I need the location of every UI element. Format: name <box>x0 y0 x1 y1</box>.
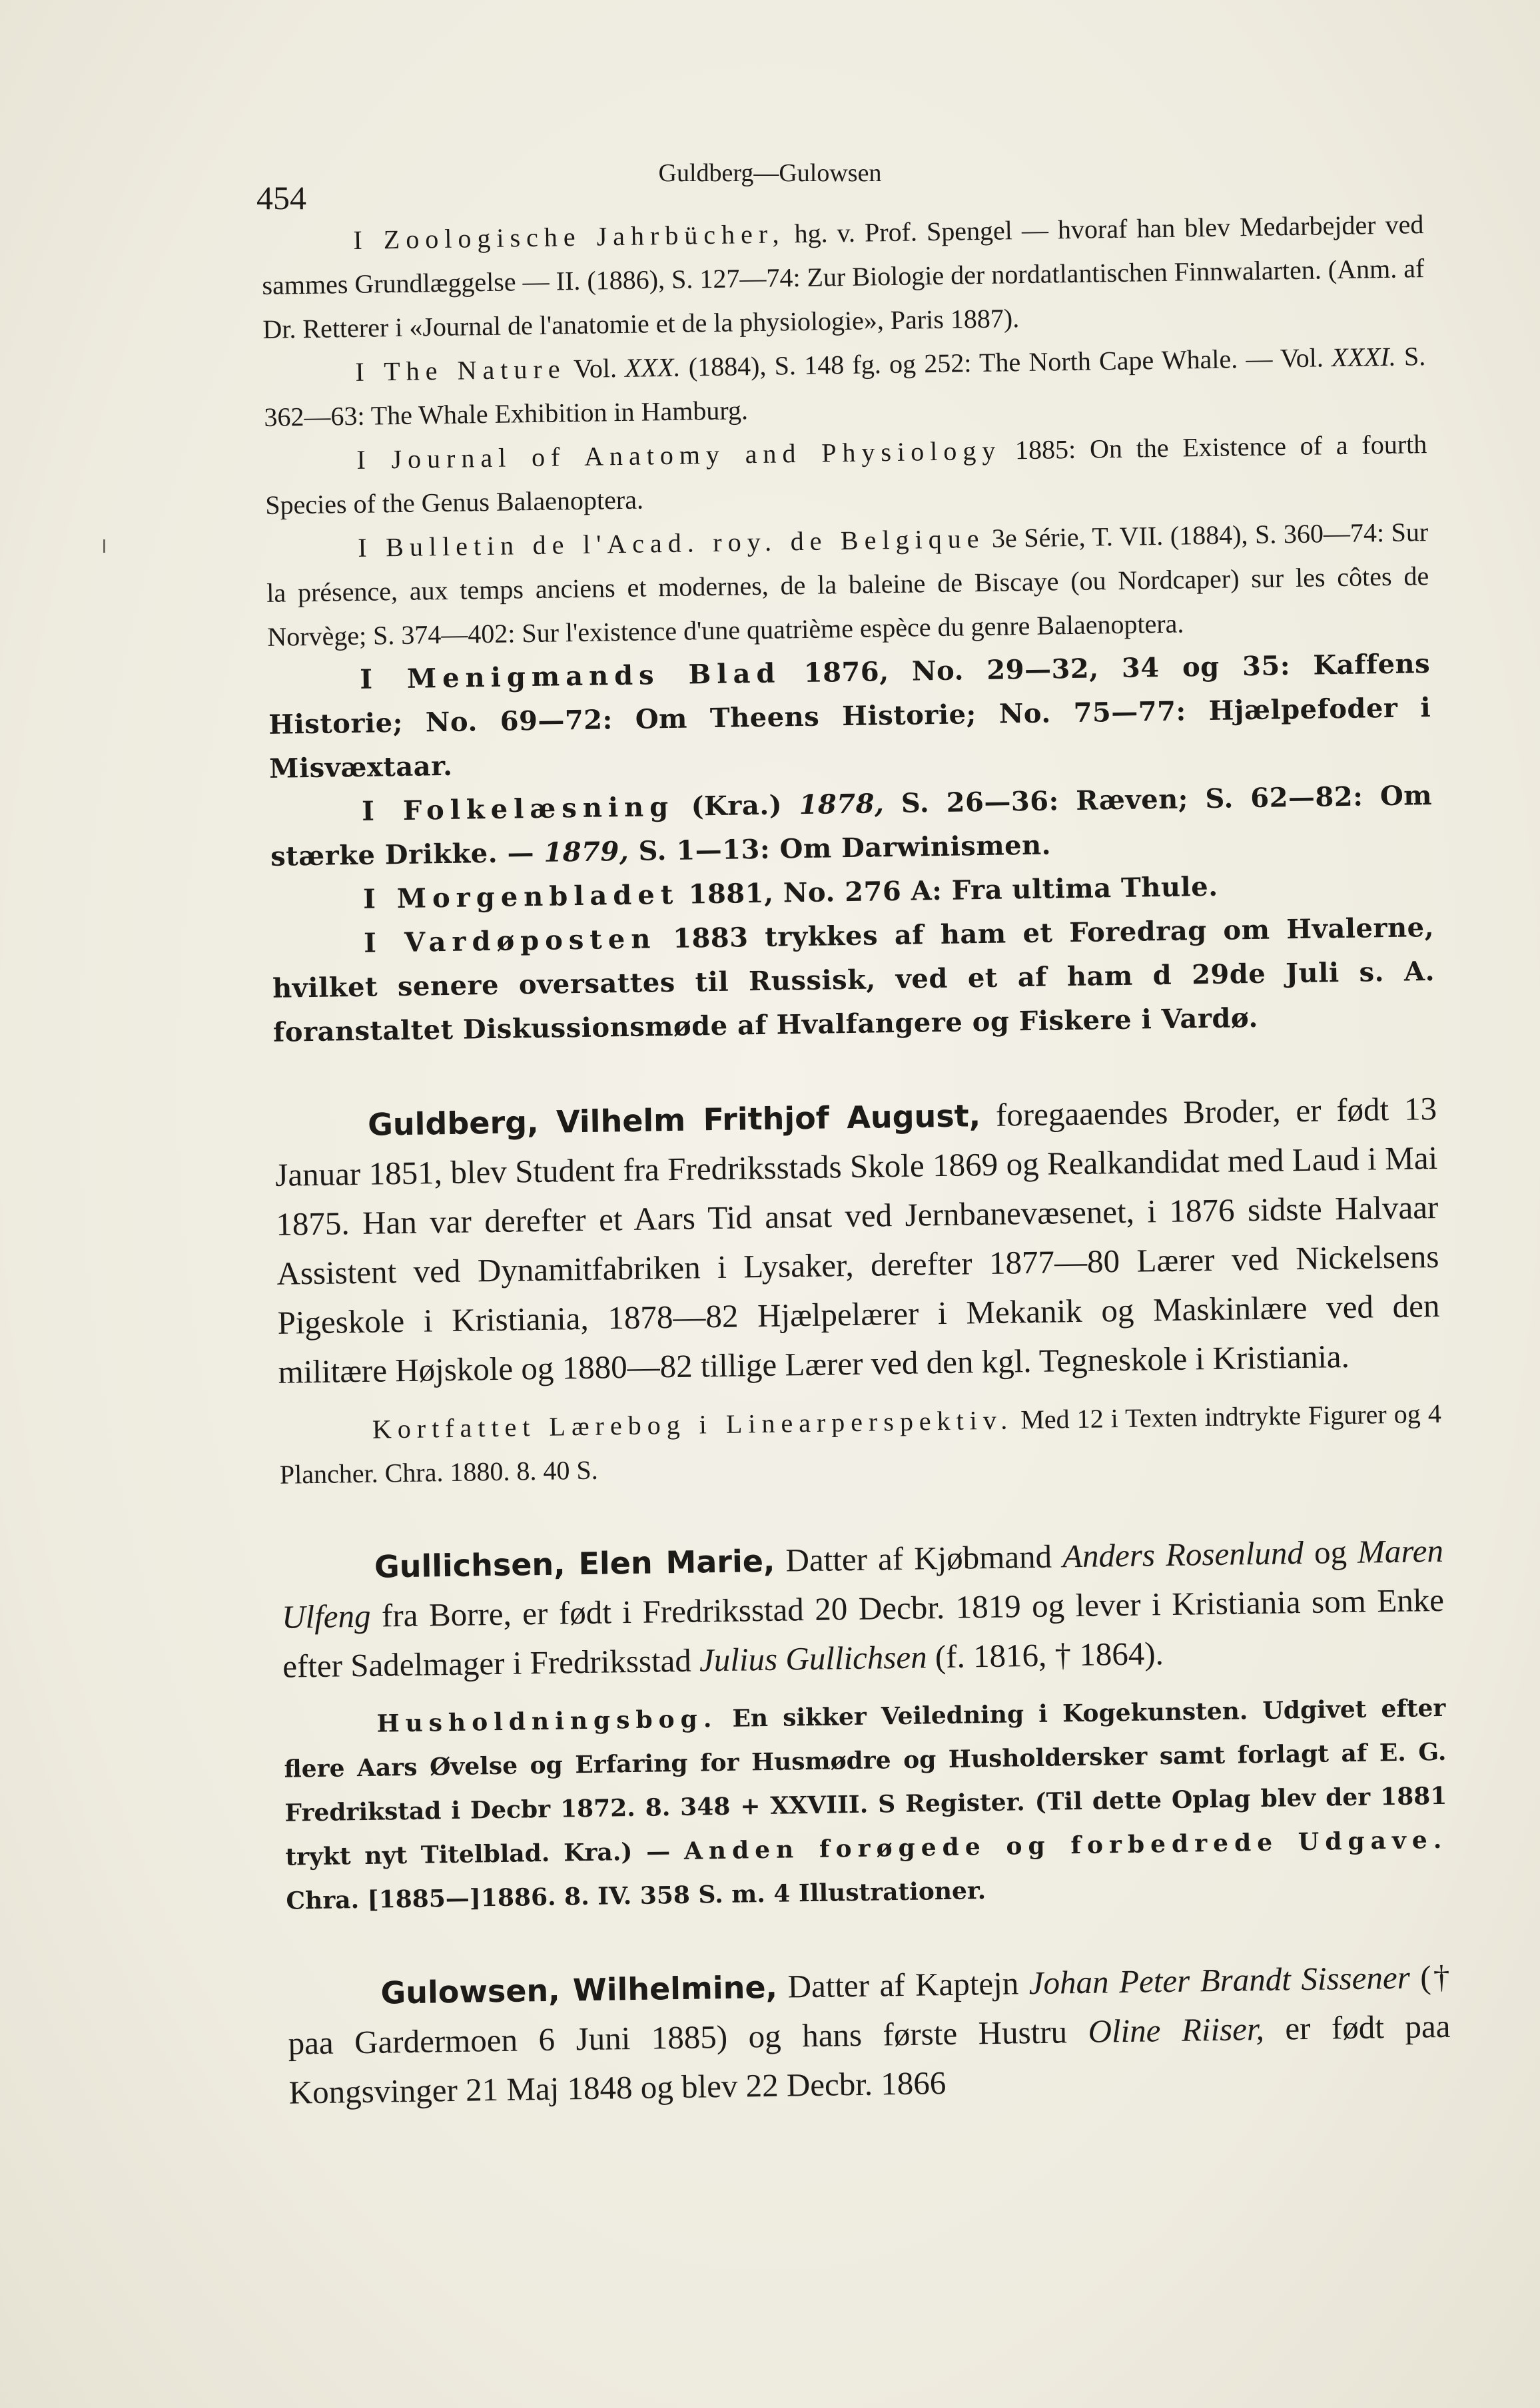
journal-title: I Zoologische Jahrbücher, <box>353 218 785 255</box>
biblio-text: 1883 trykkes af ham et Foredrag om Hvalerne, hvilket senere oversattes til Russisk, ved et af ham d 29de Juli s. A. foranstaltet Diskussionsmøde af Hvalfangere og Fiskere i Vardø. <box>272 911 1435 1048</box>
biblio-item <box>272 906 1436 1055</box>
running-head: Guldberg—Gulowsen <box>658 159 882 187</box>
entry-text: og <box>1303 1533 1358 1572</box>
biblio-text: (Kra.) <box>673 789 799 822</box>
year: 1879, <box>544 835 629 868</box>
bibliography-continued <box>261 202 1435 1055</box>
entry-text: er født paa Kongsvinger 21 Maj 1848 og blev 22 Decbr. 1866 <box>288 2007 1451 2111</box>
entry-text: Datter af Kjøbmand <box>774 1538 1063 1579</box>
biblio-text: 1885: On the Existence of a fourth Species of the Genus Balaenoptera. <box>265 429 1427 520</box>
biblio-item <box>263 334 1427 440</box>
biblio-text: 1876, No. 29—32, 34 og 35: Kaffens Historie; No. 69—72: Om Theens Historie; No. 75—77: Hjælpefoder i Misvæxtaar. <box>268 648 1431 784</box>
entry-text: fra Borre, er født i Fredriksstad 20 Decbr. 1819 og lever i Kristiania som Enke efter Sadelmager i Fredriksstad <box>282 1581 1445 1685</box>
volume-number: XXXI. <box>1331 341 1397 373</box>
entry-gullichsen <box>280 1526 1448 1923</box>
biblio-text: (1884), S. 148 fg. og 252: The North Cape Whale. — Vol. <box>680 342 1332 382</box>
biblio-text: Vol. <box>566 352 625 384</box>
entry-gulowsen <box>287 1953 1451 2118</box>
journal-title: I Morgenbladet <box>362 878 679 915</box>
work-details: Med 12 i Texten indtrykte Figurer og 4 Plancher. Chra. 1880. 8. 40 S. <box>279 1398 1442 1490</box>
journal-title: I Folkelæsning <box>361 790 675 827</box>
work-title: Kortfattet Lærebog i Linearperspektiv. <box>372 1404 1014 1444</box>
entry-text: (f. 1816, † 1864). <box>927 1635 1164 1675</box>
work-title: Husholdningsbog. <box>376 1705 718 1738</box>
margin-mark <box>103 539 105 553</box>
journal-title: I The Nature <box>355 354 566 387</box>
work-edition-title: Anden forøgede og forbedrede Udgave. <box>683 1825 1448 1865</box>
entry-text: foregaaendes Broder, er født 13 Januar 1851, blev Student fra Fredriksstads Skole 1869 og Realkandidat med Laud i Mai 1875. Han var derefter et Aars Tid ansat ved Jernbanevæsenet, i 1876 sidste Halvaar Assistent ved Dynamitfabriken i Lysaker, derefter 1877—80 Lærer ved Nickelsens Pigeskole i Kristiania, 1878—82 Hjælpelærer i Mekanik og Maskinlære ved den militære Højskole og 1880—82 tillige Lærer ved den kgl. Tegneskole i Kristiania. <box>274 1089 1440 1390</box>
journal-title: I Journal of Anatomy and Physiology <box>356 435 1002 475</box>
year: 1878, <box>799 788 885 821</box>
biblio-text: 1881, No. 276 A: Fra ultima Thule. <box>678 870 1218 910</box>
journal-title: I Bulletin de l'Acad. roy. de Belgique <box>357 523 985 563</box>
person-name: Anders Rosenlund <box>1062 1534 1304 1575</box>
biblio-text: hg. v. Prof. Spengel — hvoraf han blev Medarbejder ved sammes Grundlæggelse — II. (1886), S. 127—74: Zur Biologie der nordatlantischen Finnwalarten. (Anm. af Dr. Retterer i «Journal de l'anatomie et de la physiologie», Paris 1887). <box>262 209 1425 344</box>
work-citation <box>278 1392 1442 1497</box>
entry-body <box>274 1084 1441 1397</box>
entry-body <box>287 1953 1451 2118</box>
work-details: En sikker Veiledning i Kogekunsten. Udgivet efter flere Aars Øvelse og Erfaring for Husmødre og Husholdersker samt forlagt af E. G. Fredrikstad i Decbr 1872. 8. 348 + XXVIII. S Register. (Til dette Oplag blev der 1881 trykt nyt Titelblad. Kra.) — <box>284 1693 1447 1871</box>
person-name: Oline Riiser, <box>1088 2010 1265 2050</box>
person-name: Johan Peter Brandt Sissener <box>1028 1958 1411 2002</box>
work-details: Chra. [1885—]1886. 8. IV. 358 S. m. 4 Illustrationer. <box>286 1877 986 1915</box>
entry-heading: Guldberg, Vilhelm Frithjof August, <box>367 1097 981 1143</box>
page-content <box>261 202 1451 2118</box>
entry-heading: Gullichsen, Elen Marie, <box>374 1542 775 1585</box>
biblio-text: S. 1—13: Om Darwinismen. <box>628 829 1052 867</box>
entry-text: Datter af Kaptejn <box>777 1964 1030 2005</box>
entry-text: († paa Gardermoen 6 Juni 1885) og hans første Hustru <box>288 1958 1450 2062</box>
biblio-item <box>268 642 1432 791</box>
person-name: Maren Ulfeng <box>281 1532 1444 1636</box>
entry-body <box>280 1526 1445 1691</box>
person-name: Julius Gullichsen <box>699 1638 928 1679</box>
entry-heading: Gulowsen, Wilhelmine, <box>380 1968 778 2011</box>
biblio-item <box>270 774 1433 879</box>
journal-title: I Vardøposten <box>363 923 657 959</box>
biblio-item <box>264 422 1428 527</box>
biblio-item <box>261 202 1425 352</box>
biblio-text: S. 362—63: The Whale Exhibition in Hamburg. <box>264 341 1426 432</box>
volume-number: XXX. <box>624 352 681 383</box>
biblio-text: 3e Série, T. VII. (1884), S. 360—74: Sur la présence, aux temps anciens et modernes, de la baleine de Biscaye (ou Nordcaper) sur les côtes de Norvège; S. 374—402: Sur l'existence d'une quatrième espèce du genre Balaenoptera. <box>266 517 1429 652</box>
work-citation <box>283 1686 1449 1923</box>
entry-guldberg <box>274 1084 1443 1497</box>
biblio-text: S. 26—36: Ræven; S. 62—82: Om stærke Drikke. — <box>270 780 1433 872</box>
biblio-item <box>266 510 1430 659</box>
journal-title: I Menigmands Blad <box>359 657 781 695</box>
page-number: 454 <box>256 179 306 216</box>
